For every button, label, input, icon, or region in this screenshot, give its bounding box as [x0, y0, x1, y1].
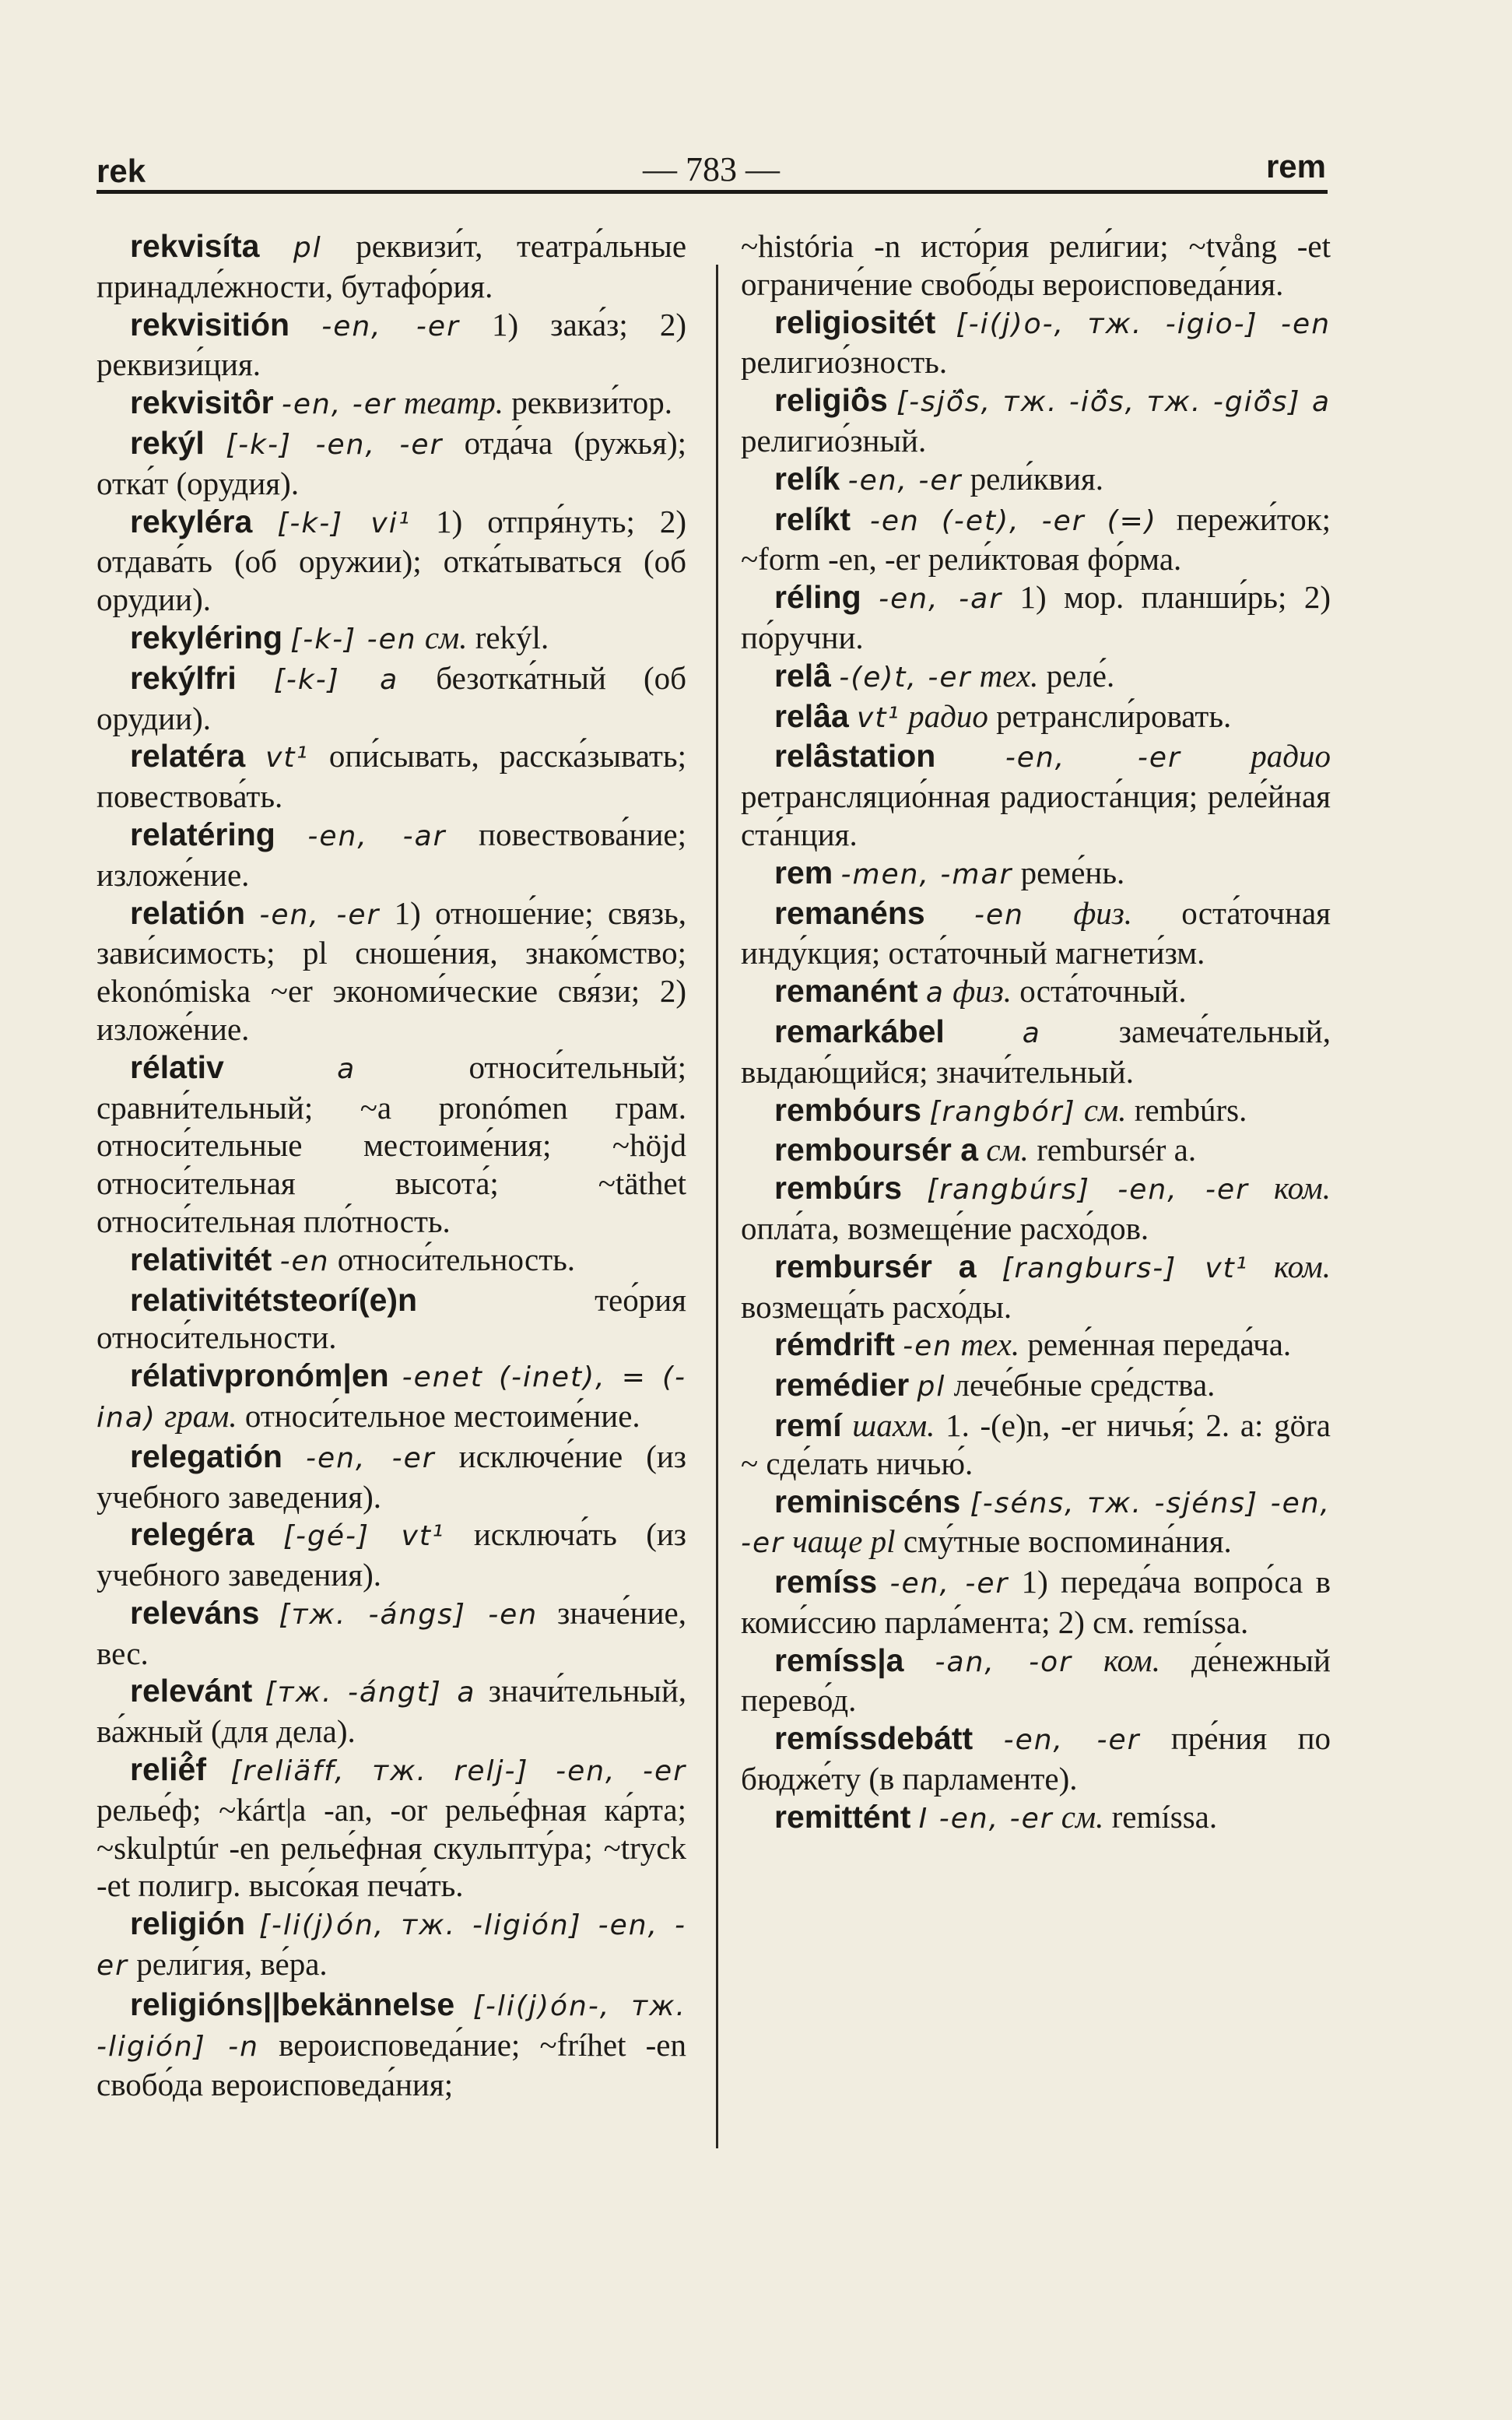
usage-label: чаще pl [792, 1523, 896, 1560]
gloss: религио́зный. [741, 422, 927, 458]
dictionary-entry [96, 1516, 686, 1594]
headword: rekyléra [130, 503, 253, 539]
usage-label: см. [986, 1132, 1029, 1168]
gloss: пережи́ток; ~form -en, -er рели́ктовая фо́рма. [741, 501, 1331, 578]
dictionary-entry [741, 1131, 1331, 1169]
usage-label: радио [1251, 738, 1331, 774]
headword: remittént [774, 1798, 911, 1835]
gloss: пре́ния по бюдже́ту (в парламенте). [741, 1720, 1331, 1797]
gloss: значи́тельный, ва́жный (для дела). [96, 1673, 687, 1750]
headword: religiö̂s [774, 382, 888, 419]
dictionary-entry [741, 304, 1331, 382]
grammar: [-k-] -en, -er [226, 428, 444, 461]
grammar: [-sjö̂s, тж. -iö̂s, тж. -giö̂s] a [896, 386, 1331, 419]
dictionary-entry [741, 1483, 1331, 1564]
gloss: опи́сывать, расска́зывать; повествова́ть. [96, 738, 686, 815]
grammar: [-gé-] vt¹ [282, 1520, 445, 1553]
grammar: [reliäff, тж. relj-] -en, -er [230, 1755, 686, 1788]
headword: rekyléring [130, 619, 282, 655]
dictionary-entry [741, 1013, 1331, 1091]
dictionary-entry [96, 1048, 686, 1241]
grammar: [-i(j)o-, тж. -igio-] -en [956, 307, 1331, 340]
headword: relatéring [130, 816, 275, 852]
gloss: рели́квия. [970, 460, 1104, 497]
gloss: реквизи́т, театра́льные принадле́жности, бутафо́рия. [96, 228, 687, 304]
headword: relä̂ [774, 657, 831, 694]
headword: relativitétsteorí(e)n [130, 1281, 418, 1318]
grammar: [rangbúrs] -en, -er [927, 1174, 1249, 1206]
gloss: де́нежный перево́д. [741, 1642, 1331, 1719]
dictionary-entry [96, 1751, 686, 1905]
usage-label: ком. [1274, 1170, 1331, 1206]
grammar: -en, -er [259, 898, 381, 931]
dictionary-entry [741, 854, 1331, 894]
gloss: 1) зака́з; 2) реквизи́ция. [96, 306, 687, 383]
gloss: тео́рия относи́тельности. [96, 1281, 686, 1356]
headword: religiositét [774, 304, 936, 340]
usage-label: театр. [403, 385, 504, 421]
dictionary-entry [741, 894, 1331, 973]
headword: relíkt [774, 501, 851, 537]
dictionary-entry [741, 737, 1331, 853]
gloss: безотка́тный (об орудии). [96, 659, 687, 736]
dictionary-entry [741, 1091, 1331, 1132]
headword: reminiscéns [774, 1483, 961, 1519]
dictionary-entry [741, 1248, 1331, 1326]
grammar: [тж. -ángt] a [265, 1677, 476, 1709]
usage-label: радио [908, 697, 988, 734]
grammar: [-li(j)ón-, тж. -ligión] -n [96, 1990, 686, 2063]
usage-label: тех. [979, 657, 1039, 694]
dictionary-entry [741, 657, 1331, 697]
dictionary-entry [96, 1438, 686, 1516]
dictionary-entry [96, 659, 686, 738]
gloss: повествова́ние; изложе́ние. [96, 816, 686, 893]
gloss: rembursér a. [1037, 1132, 1197, 1168]
dictionary-entry [96, 306, 686, 385]
usage-label: см. [1061, 1798, 1104, 1835]
gloss: значе́ние, вес. [96, 1594, 686, 1671]
grammar: -en, -ar [879, 583, 1003, 616]
dictionary-entry [96, 1986, 686, 2104]
dictionary-entry [741, 1563, 1331, 1642]
gloss: возмеща́ть расхо́ды. [741, 1288, 1012, 1325]
gloss: реле́. [1046, 657, 1115, 694]
dictionary-entry [96, 1672, 686, 1751]
dictionary-entry [96, 737, 686, 816]
gloss: remíssa. [1111, 1798, 1218, 1835]
dictionary-entry [741, 501, 1331, 579]
gloss: исключе́ние (из учебного заведения). [96, 1438, 686, 1515]
gloss: отда́ча (ружья); отка́т (орудия). [96, 424, 687, 501]
gloss: 1) отноше́ние; связь, зави́симость; pl сноше́ния, знако́мство; ekonómiska ~er экономи́ческие свя́зи; 2) изложе́ние. [96, 894, 686, 1047]
gloss: опла́та, возмеще́ние расхо́дов. [741, 1210, 1149, 1246]
grammar: -en, -er [847, 464, 963, 497]
headword: remíss [774, 1564, 878, 1600]
grammar: I -en, -er [918, 1802, 1054, 1835]
usage-label: грам. [164, 1397, 237, 1434]
headword: relä̂station [774, 738, 936, 774]
grammar: -(e)t, -er [839, 661, 972, 694]
gloss: 1) отпря́нуть; 2) отдава́ть (об оружии); отка́тываться (об орудии). [96, 503, 687, 618]
grammar: [-li(j)ón, тж. -ligión] -en, -er [96, 1909, 686, 1983]
grammar: -an, -or [935, 1646, 1072, 1678]
dictionary-entry [741, 1169, 1331, 1248]
gloss: замеча́тельный, выдаю́щийся; значи́тельный. [741, 1013, 1331, 1090]
grammar: vt¹ [265, 742, 309, 774]
grammar: a [337, 1052, 356, 1085]
usage-label: физ. [952, 973, 1012, 1010]
dictionary-entry [96, 384, 686, 424]
headword: remédier [774, 1367, 910, 1403]
gloss: 1) мор. планши́рь; 2) по́ручни. [741, 579, 1331, 655]
gloss: оста́точный. [1019, 973, 1187, 1010]
headword: religións||bekännelse [130, 1986, 455, 2022]
headword: rekýlfri [130, 659, 237, 696]
grammar: vt¹ [857, 701, 900, 734]
left-column [96, 227, 686, 2104]
grammar: [тж. -ángs] -en [279, 1598, 538, 1631]
dictionary-entry [741, 578, 1331, 657]
gloss: относи́тельное местоиме́ние. [244, 1397, 640, 1434]
grammar: -en [279, 1245, 330, 1277]
gloss: rekýl. [475, 619, 549, 655]
dictionary-entry-continued [741, 227, 1331, 304]
dictionary-entry [741, 1642, 1331, 1720]
gloss: оста́точная инду́кция; оста́точный магнети́зм. [741, 894, 1331, 971]
grammar: -en [903, 1330, 953, 1363]
usage-label: см. [424, 619, 468, 655]
gloss: лече́бные сре́дства. [953, 1367, 1216, 1403]
grammar: [-k-] -en [290, 623, 417, 655]
grammar: [-k-] a [273, 663, 399, 696]
headword: rekvisitö̂r [130, 385, 274, 421]
dictionary-entry [741, 460, 1331, 501]
grammar: -men, -mar [840, 858, 1013, 890]
headword: relativitét [130, 1241, 272, 1277]
headword: rekýl [130, 424, 205, 461]
gloss: реме́нь. [1020, 854, 1125, 890]
dictionary-entry [96, 1594, 686, 1673]
grammar: -en, -er [321, 310, 460, 342]
gloss: исключа́ть (из учебного заведения). [96, 1516, 686, 1593]
grammar: -en, -er [306, 1442, 436, 1474]
headword: releváns [130, 1594, 260, 1631]
usage-label: шахм. [852, 1407, 935, 1443]
gloss: rembúrs. [1134, 1091, 1247, 1128]
grammar: a [1022, 1017, 1041, 1049]
headword: remíss|a [774, 1642, 904, 1678]
dictionary-entry [741, 381, 1331, 460]
dictionary-entry [741, 1798, 1331, 1839]
grammar: -en, -er [1005, 742, 1181, 774]
headword: rembóurs [774, 1091, 922, 1128]
grammar: [-k-] vi¹ [277, 507, 412, 539]
grammar: a [925, 977, 945, 1010]
headword: remanéns [774, 894, 925, 931]
dictionary-entry [741, 1366, 1331, 1407]
headword: remanént [774, 973, 918, 1010]
headword: remí [774, 1407, 842, 1443]
usage-label: тех. [960, 1326, 1020, 1363]
grammar: -en, -ar [307, 820, 447, 852]
left-guide-word: rek [96, 153, 146, 189]
headword: remarkábel [774, 1013, 945, 1049]
dictionary-entry [741, 1719, 1331, 1798]
headword: religión [130, 1905, 246, 1942]
grammar: pl [293, 232, 322, 264]
grammar: pl [917, 1371, 946, 1403]
gloss: рели́гия, ве́ра. [136, 1946, 328, 1983]
gloss: реквизи́тор. [511, 385, 672, 421]
dictionary-entry [96, 503, 686, 619]
headword: relatéra [130, 738, 246, 774]
grammar: -en, -er [281, 388, 396, 421]
grammar: [rangbór] [929, 1095, 1076, 1128]
headword: rélativ [130, 1048, 224, 1085]
headword: rekvisitión [130, 306, 290, 342]
headword: rekvisíta [130, 228, 260, 264]
grammar: -en, -er [1003, 1724, 1141, 1757]
grammar: -en (-et), -er (=) [869, 504, 1157, 537]
dictionary-entry [96, 227, 686, 306]
dictionary-entry [96, 1357, 686, 1438]
grammar: -enet (-inet), = (-ina) [96, 1361, 686, 1434]
headword: relä̂a [774, 697, 849, 734]
headword: rembúrs [774, 1170, 903, 1206]
dictionary-entry [741, 1326, 1331, 1366]
dictionary-entry [741, 972, 1331, 1013]
usage-label: физ. [1073, 894, 1133, 931]
gloss: относи́тельность. [337, 1241, 576, 1277]
gloss: 1) переда́ча вопро́са в коми́ссию парла́мента; 2) см. remíssa. [741, 1564, 1331, 1640]
dictionary-entry [96, 619, 686, 659]
column-divider [716, 265, 718, 2148]
gloss: относи́тельный; сравни́тельный; ~a pronómen грам. относи́тельные местоиме́ния; ~höjd относи́тельная высота́; ~täthet относи́тельная пло́тность. [96, 1048, 687, 1239]
right-guide-word: rem [1265, 148, 1326, 184]
headword: rélativpronóm|en [130, 1358, 389, 1394]
headword: rembursér a [774, 1248, 977, 1284]
dictionary-entry [96, 424, 686, 503]
gloss: ~história -n исто́рия рели́гии; ~tvång -et ограниче́ние свобо́ды вероисповеда́ния. [741, 228, 1331, 302]
grammar: [rangburs-] vt¹ [1002, 1252, 1249, 1284]
dictionary-entry [741, 1407, 1331, 1483]
dictionary-entry [96, 816, 686, 894]
gloss: 1. -(e)n, -er ничья́; 2. a: göra ~ сде́лать ничью́. [741, 1407, 1331, 1481]
headword: relegatión [130, 1438, 282, 1474]
gloss: религио́зность. [741, 344, 948, 381]
headword: remíssdebátt [774, 1720, 974, 1757]
page-number: — 783 — [643, 150, 780, 188]
headword: réling [774, 579, 861, 616]
headword: relevánt [130, 1673, 253, 1709]
dictionary-entry [96, 894, 686, 1048]
headword: relatión [130, 894, 246, 931]
gloss: реме́нная переда́ча. [1027, 1326, 1292, 1363]
headword: relík [774, 460, 840, 497]
gloss: сму́тные воспомина́ния. [903, 1523, 1232, 1560]
dictionary-entry [96, 1281, 686, 1358]
grammar: -en [974, 898, 1024, 931]
grammar: [-séns, тж. -sjéns] -en, -er [741, 1487, 1331, 1560]
headword: remboursér a [774, 1132, 979, 1168]
usage-label: ком. [1103, 1642, 1160, 1678]
dictionary-entry [96, 1905, 686, 1986]
headword: relié̂f [130, 1751, 206, 1788]
dictionary-entry [741, 697, 1331, 738]
gloss: релье́ф; ~kárt|a -an, -or релье́фная ка́рта; ~skulptúr -en релье́фная скульпту́ра; ~tryck -et полигр. высо́кая печа́ть. [96, 1791, 686, 1904]
header-rule [96, 190, 1328, 194]
usage-label: ком. [1274, 1248, 1331, 1284]
usage-label: см. [1083, 1091, 1127, 1128]
headword: rémdrift [774, 1326, 895, 1363]
headword: rem [774, 854, 833, 890]
gloss: вероисповеда́ние; ~fríhet -en свобо́да вероисповеда́ния; [96, 2026, 686, 2103]
headword: relegéra [130, 1516, 254, 1553]
dictionary-entry [96, 1241, 686, 1281]
right-column [741, 227, 1331, 1839]
gloss: ретрансли́ровать. [996, 697, 1232, 734]
gloss: ретрансляцио́нная радиоста́нция; реле́йная ста́нция. [741, 778, 1331, 852]
grammar: -en, -er [889, 1568, 1009, 1600]
